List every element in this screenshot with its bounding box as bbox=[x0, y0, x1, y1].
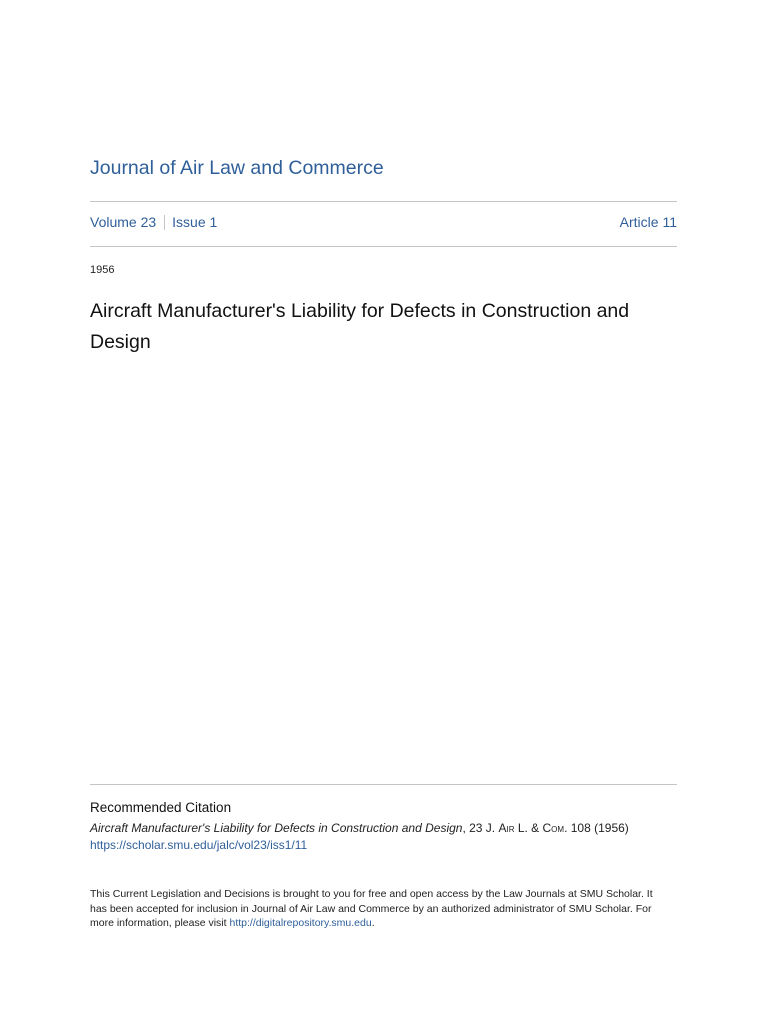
citation-ref-mid: L. & bbox=[514, 821, 543, 835]
article-title: Aircraft Manufacturer's Liability for Defects in Construction and Design bbox=[90, 300, 630, 353]
repository-link[interactable]: http://digitalrepository.smu.edu bbox=[229, 917, 372, 929]
citation-ref-air: Air bbox=[498, 821, 515, 835]
citation-url-link[interactable]: https://scholar.smu.edu/jalc/vol23/iss1/11 bbox=[90, 838, 308, 852]
citation-article-title: Aircraft Manufacturer's Liability for Defects in Construction and Design bbox=[90, 821, 463, 835]
issue-link[interactable]: Issue 1 bbox=[172, 214, 218, 230]
citation-text bbox=[90, 820, 690, 837]
citation-ref-suffix: . 108 (1956) bbox=[564, 821, 629, 835]
top-divider bbox=[90, 201, 677, 202]
access-notice-text: This Current Legislation and Decisions is brought to you for free and open access by the Law Journals at SMU Scholar. It has been accepted for inclusion in Journal of Air Law and Commerce by an authorized administrator of SMU Scholar. For more information, please visit bbox=[90, 888, 653, 929]
recommended-citation-heading: Recommended Citation bbox=[90, 800, 232, 815]
issue-separator bbox=[164, 215, 165, 230]
issue-divider bbox=[90, 246, 677, 247]
citation-ref-prefix: , 23 J. bbox=[462, 821, 499, 835]
journal-title-link[interactable]: Journal of Air Law and Commerce bbox=[90, 157, 384, 179]
publication-year: 1956 bbox=[90, 264, 115, 276]
citation-block bbox=[90, 820, 690, 854]
issue-bar bbox=[90, 213, 677, 231]
article-number-link[interactable]: Article 11 bbox=[619, 214, 677, 230]
citation-divider bbox=[90, 784, 677, 785]
volume-link[interactable]: Volume 23 bbox=[90, 214, 157, 230]
access-notice bbox=[90, 887, 670, 931]
citation-ref-com: Com bbox=[542, 821, 565, 835]
access-notice-end: . bbox=[371, 917, 375, 929]
